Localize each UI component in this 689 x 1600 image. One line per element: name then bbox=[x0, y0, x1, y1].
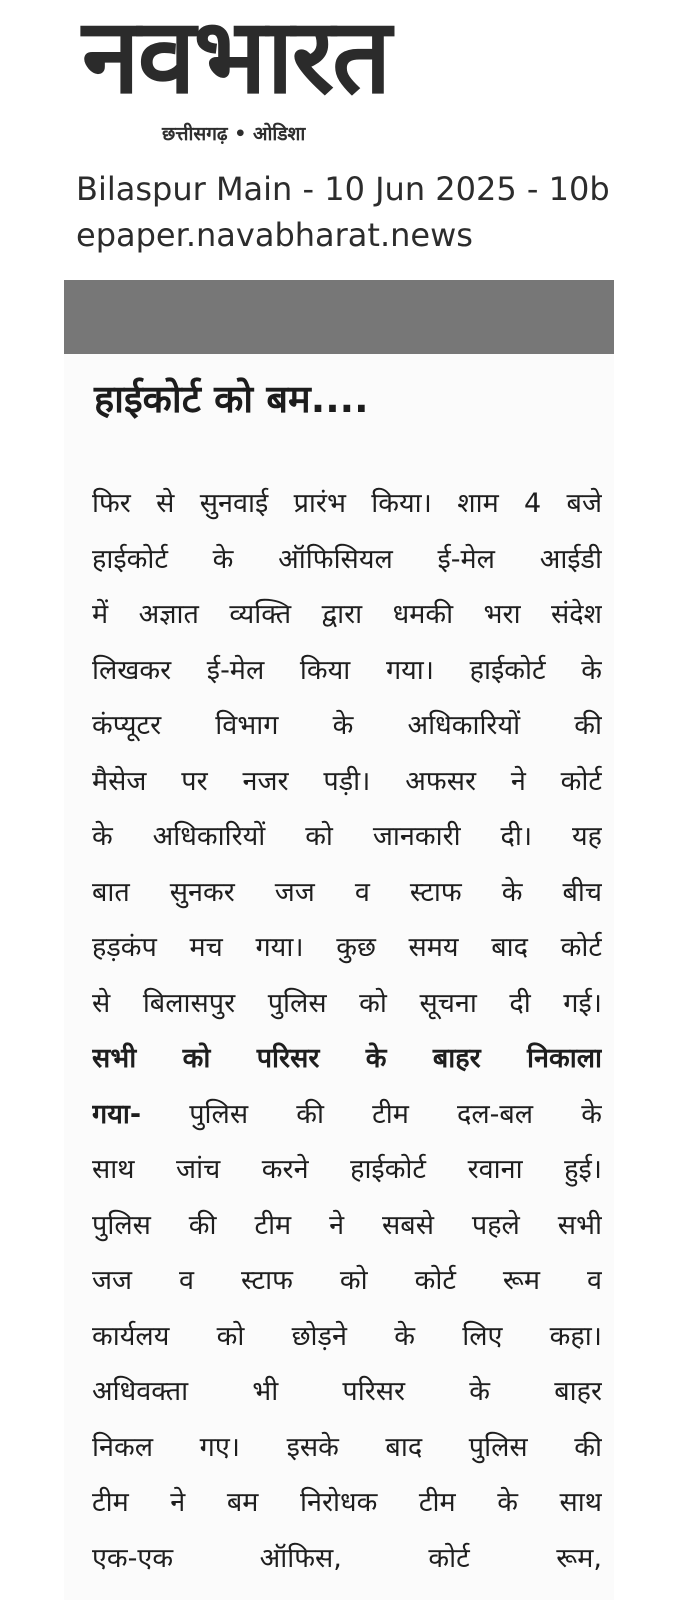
body-line: फिर से सुनवाई प्रारंभ किया। शाम 4 बजे bbox=[92, 488, 602, 519]
article-headline: हाईकोर्ट को बम.... bbox=[94, 377, 369, 421]
body-line: हाईकोर्ट के ऑफिसियल ई-मेल आईडी bbox=[92, 543, 602, 575]
header-band bbox=[64, 280, 614, 354]
source-url: epaper.navabharat.news bbox=[76, 216, 473, 254]
body-line: बात सुनकर जज व स्टाफ के बीच bbox=[92, 876, 602, 908]
body-line: के अधिकारियों को जानकारी दी। यह bbox=[92, 821, 602, 852]
article-body bbox=[92, 476, 602, 1586]
masthead bbox=[66, 0, 526, 145]
body-line: मैसेज पर नजर पड़ी। अफसर ने कोर्ट bbox=[92, 765, 602, 797]
body-line: साथ जांच करने हाईकोर्ट रवाना हुई। bbox=[92, 1154, 602, 1185]
body-line: अधिवक्ता भी परिसर के बाहर bbox=[92, 1376, 602, 1407]
body-line: कंप्यूटर विभाग के अधिकारियों की bbox=[92, 710, 602, 741]
body-line: से बिलासपुर पुलिस को सूचना दी गई। bbox=[92, 987, 602, 1019]
subhead-end: गया- bbox=[92, 1098, 142, 1130]
body-line: लिखकर ई-मेल किया गया। हाईकोर्ट के bbox=[92, 654, 602, 686]
subhead-line: सभी को परिसर के बाहर निकाला bbox=[92, 1043, 602, 1074]
body-line: कार्यलय को छोड़ने के लिए कहा। bbox=[92, 1320, 602, 1352]
masthead-regions: छत्तीसगढ़ • ओडिशा bbox=[162, 123, 306, 145]
body-line: हड़कंप मच गया। कुछ समय बाद कोर्ट bbox=[92, 932, 602, 963]
body-line: जज व स्टाफ को कोर्ट रूम व bbox=[92, 1265, 602, 1296]
article-clipping bbox=[64, 280, 614, 1600]
body-line: एक-एक ऑफिस, कोर्ट रूम, bbox=[92, 1542, 602, 1574]
body-line-text: पुलिस की टीम दल-बल के bbox=[141, 1098, 602, 1130]
body-line: पुलिस की टीम ने सबसे पहले सभी bbox=[92, 1209, 602, 1241]
body-line: में अज्ञात व्यक्ति द्वारा धमकी भरा संदेश bbox=[92, 599, 602, 630]
edition-line: Bilaspur Main - 10 Jun 2025 - 10b bbox=[76, 170, 610, 208]
subhead-continuation-line bbox=[92, 1087, 602, 1143]
newspaper-logo: नवभारत bbox=[82, 0, 390, 117]
body-line: टीम ने बम निरोधक टीम के साथ bbox=[92, 1487, 602, 1518]
body-line: निकल गए। इसके बाद पुलिस की bbox=[92, 1431, 602, 1463]
